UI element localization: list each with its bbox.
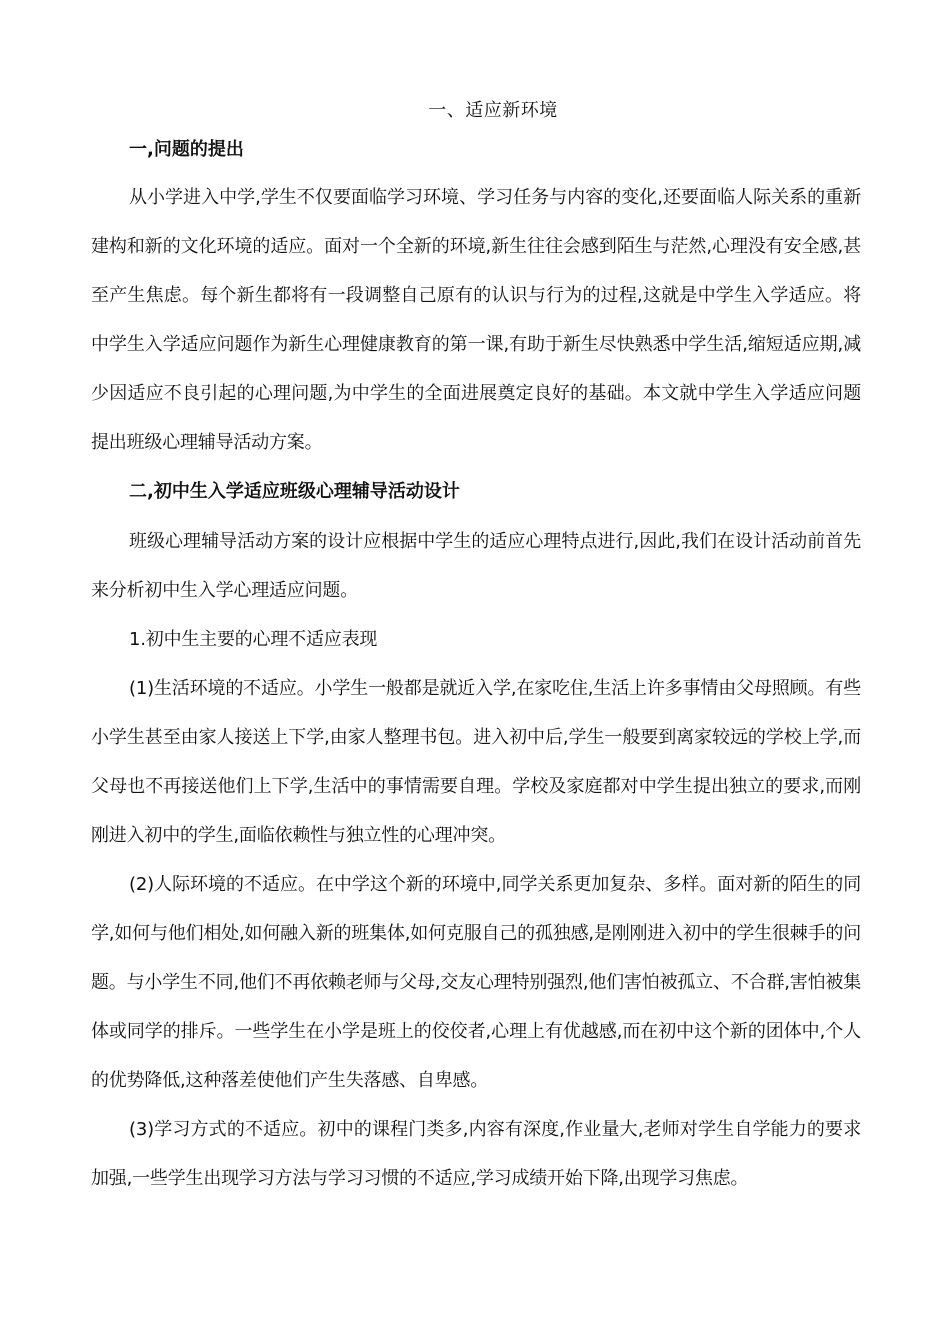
section1-paragraph: 从小学进入中学,学生不仅要面临学习环境、学习任务与内容的变化,还要面临人际关系的重新建构和新的文化环境的适应。面对一个全新的环境,新生往往会感到陌生与茫然,心理没有安全感,甚至产生焦虑。每个新生都将有一段调整自己原有的认识与行为的过程,这就是中学生入学适应。将中学生入学适应问题作为新生心理健康教育的第一课,有助于新生尽快熟悉中学生活,缩短适应期,减少因适应不良引起的心理问题,为中学生的全面进展奠定良好的基础。本文就中学生入学适应问题提出班级心理辅导活动方案。 bbox=[91, 187, 861, 453]
item-living-environment: (1)生活环境的不适应。小学生一般都是就近入学,在家吃住,生活上许多事情由父母照顾。有些小学生甚至由家人接送上下学,由家人整理书包。进入初中后,学生一般要到离家较远的学校上学,而父母也不再接送他们上下学,生活中的事情需要自理。学校及家庭都对中学生提出独立的要求,而刚刚进入初中的学生,面临依赖性与独立性的心理冲突。 bbox=[91, 678, 861, 846]
item-learning-style: (3)学习方式的不适应。初中的课程门类多,内容有深度,作业量大,老师对学生自学能力的要求加强,一些学生出现学习方法与学习习惯的不适应,学习成绩开始下降,出现学习焦虑。 bbox=[91, 1119, 861, 1189]
section2-intro-paragraph: 班级心理辅导活动方案的设计应根据中学生的适应心理特点进行,因此,我们在设计活动前首先来分析初中生入学心理适应问题。 bbox=[91, 531, 861, 601]
section-heading-problem: 一,问题的提出 bbox=[129, 139, 244, 160]
section-heading-design: 二,初中生入学适应班级心理辅导活动设计 bbox=[129, 481, 460, 502]
subsection-heading-maladaptation: 1.初中生主要的心理不适应表现 bbox=[129, 629, 378, 650]
item-interpersonal-environment: (2)人际环境的不适应。在中学这个新的环境中,同学关系更加复杂、多样。面对新的陌生的同学,如何与他们相处,如何融入新的班集体,如何克服自己的孤独感,是刚刚进入初中的学生很棘手的问题。与小学生不同,他们不再依赖老师与父母,交友心理特别强烈,他们害怕被孤立、不合群,害怕被集体或同学的排斥。一些学生在小学是班上的佼佼者,心理上有优越感,而在初中这个新的团体中,个人的优势降低,这种落差使他们产生失落感、自卑感。 bbox=[91, 874, 861, 1091]
document-title: 一、适应新环境 bbox=[428, 100, 558, 121]
document-body bbox=[91, 137, 861, 1203]
